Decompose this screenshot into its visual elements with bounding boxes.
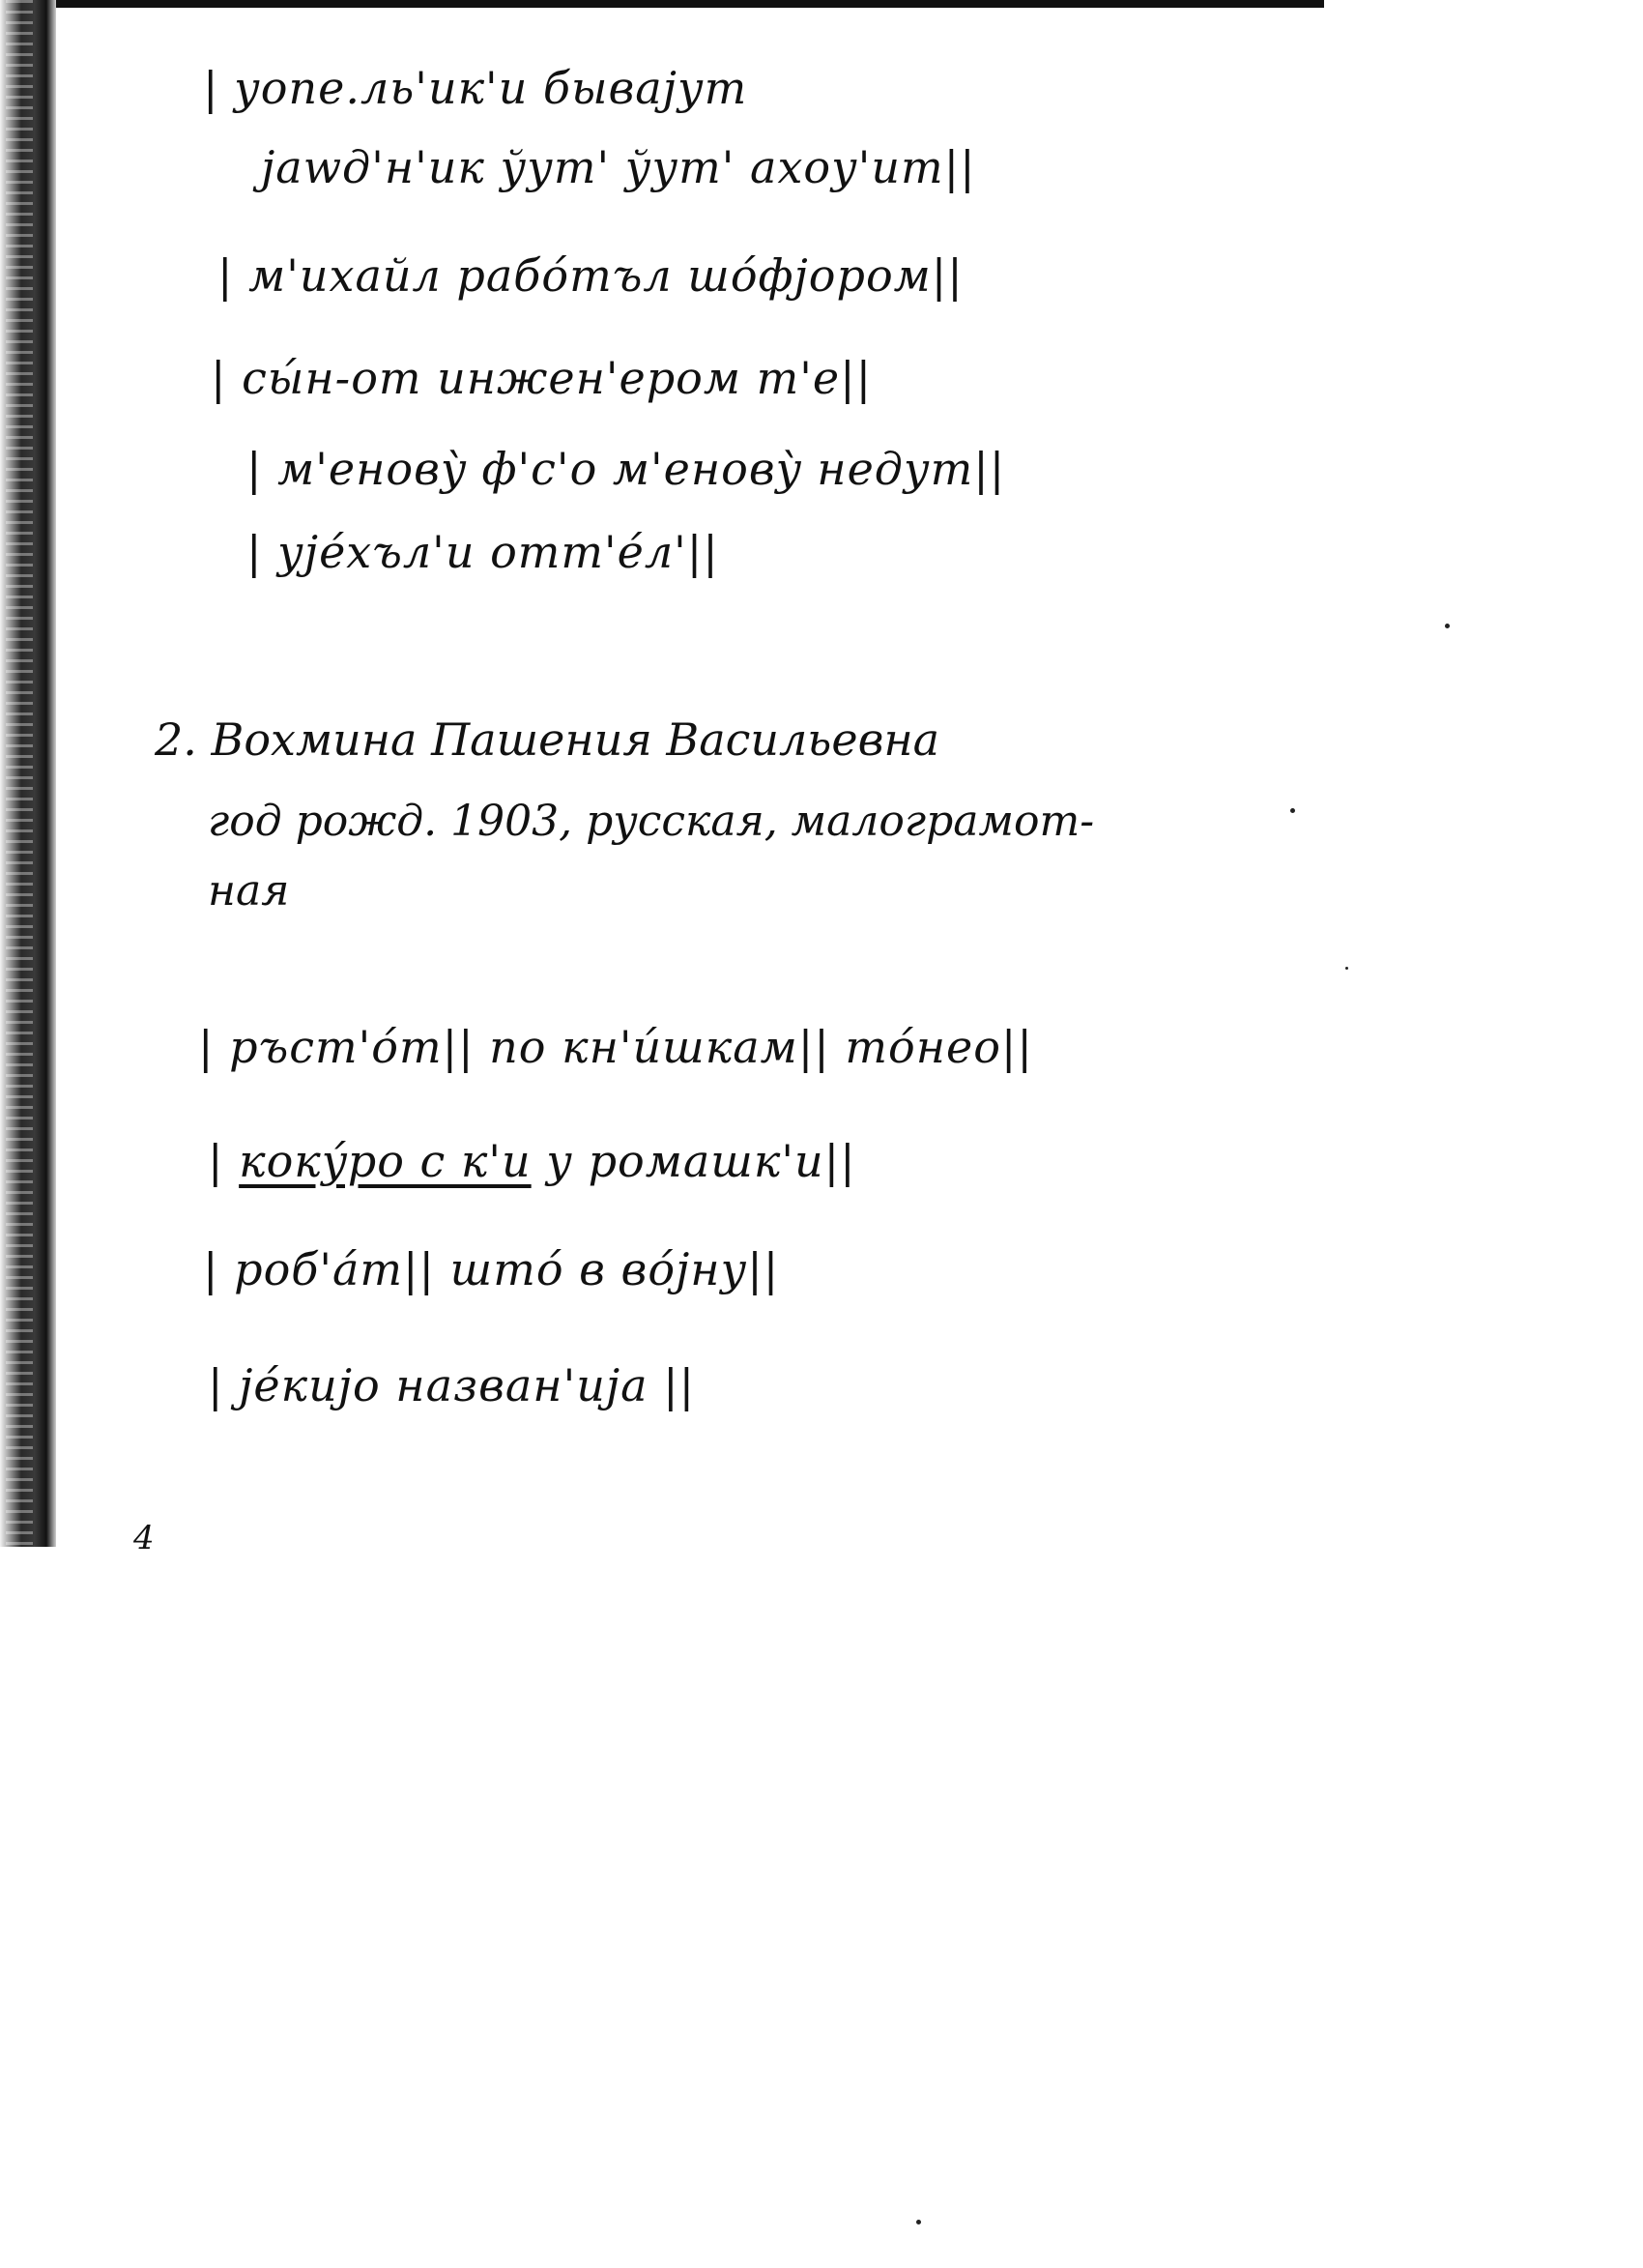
speaker-meta-line-1: год рожд. 1903, русская, малограмот- xyxy=(208,797,1095,846)
transcript-line-6: | уjе́хъл'и отт'е́л'|| xyxy=(246,526,719,578)
transcript-line-7: | ръст'о́т|| по кн'и́шкам|| то́нео|| xyxy=(198,1021,1033,1073)
transcript-line-5: | м'еновỳ ф'с'о м'еновỳ недут|| xyxy=(246,443,1006,495)
scan-speck xyxy=(1290,808,1295,813)
line-bar: | xyxy=(208,1135,240,1187)
scan-speck xyxy=(916,2220,921,2224)
scan-speck xyxy=(1345,967,1348,970)
transcript-line-9: | роб'а́т|| што́ в во́jну|| xyxy=(203,1243,780,1295)
scan-speck xyxy=(1445,624,1450,628)
transcript-line-4: | сы́н-от инжен'ером т'е|| xyxy=(211,352,873,404)
transcript-line-8-rest: у ромашк'и|| xyxy=(531,1135,856,1187)
underlined-word: кокýро с к'и xyxy=(239,1135,532,1187)
transcript-line-3: | м'ихайл рабо́тъл шо́фјором|| xyxy=(217,249,964,302)
speaker-meta-line-2: ная xyxy=(208,866,290,916)
page-number: 4 xyxy=(133,1519,155,1557)
scan-top-edge xyxy=(39,0,1324,8)
transcript-line-2: jаwд'н'ик ўут' ўут' ахоу'ит|| xyxy=(261,141,976,193)
transcript-line-8 xyxy=(208,1135,856,1187)
scan-left-edge-speckle xyxy=(6,0,33,1547)
transcript-line-1: | уопе.ль'ик'и бываjут xyxy=(203,62,748,114)
transcript-line-10: | jе́киjо назван'иjа || xyxy=(208,1359,696,1411)
speaker-heading: 2. Вохмина Пашения Васильевна xyxy=(155,713,940,766)
